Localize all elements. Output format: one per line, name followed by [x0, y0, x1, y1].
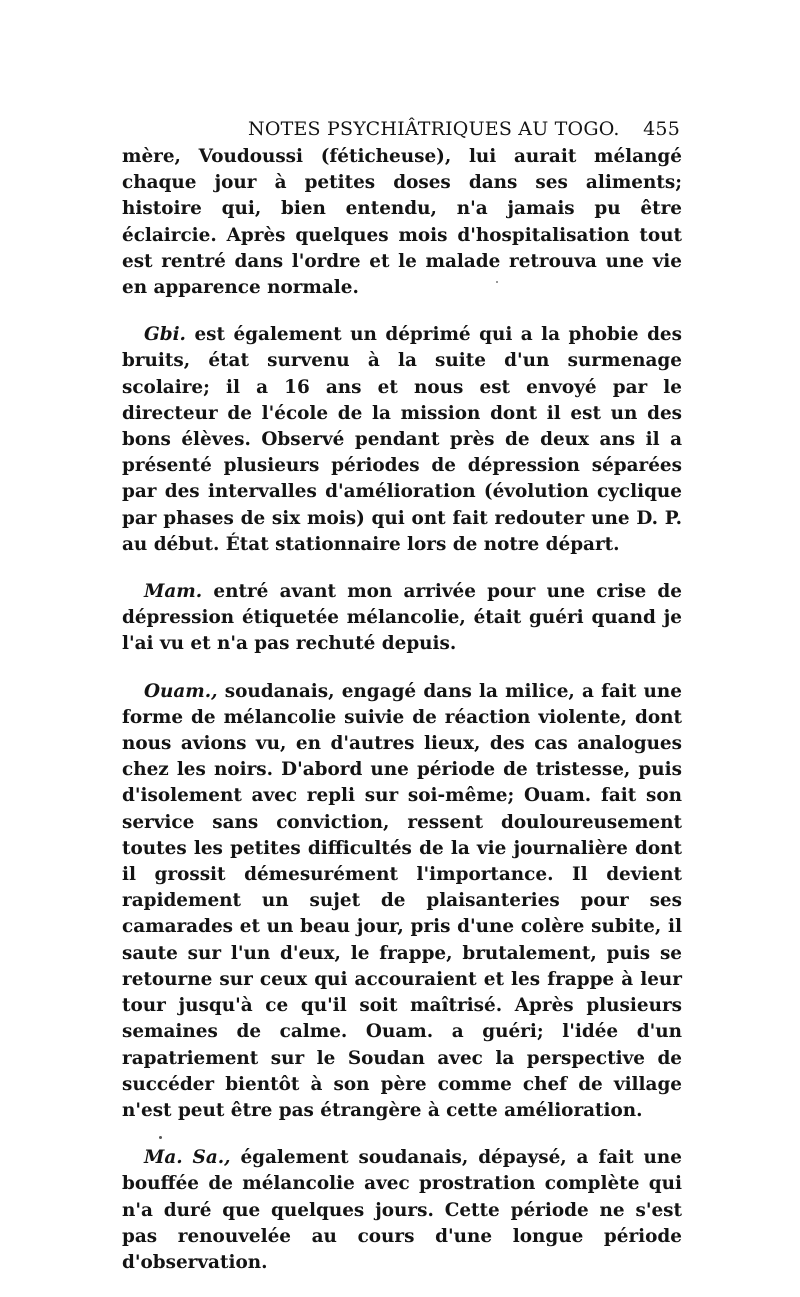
patient-name: Gbi. — [144, 324, 186, 346]
patient-name: Ouam., — [144, 680, 218, 702]
running-title: NOTES PSYCHIÂTRIQUES AU TOGO. — [248, 118, 620, 140]
document-page — [122, 114, 682, 1297]
print-speck — [159, 1136, 162, 1139]
page-number: 455 — [643, 118, 680, 140]
running-head — [122, 114, 682, 144]
paragraph-text: également soudanais, dépaysé, a fait une bouffée de mélancolie avec prostration complète qui n'a duré que quelques jours. Cette période ne s'est pas renouvelée au cours d'une longue période d'observation. — [122, 1147, 682, 1273]
paragraph-text: soudanais, engagé dans la milice, a fait une forme de mélancolie suivie de réaction violente, dont nous avions vu, en d'autres lieux, des cas analogues chez les noirs. D'abord une période de tristesse, puis d'isolement avec repli sur soi-même; Ouam. fait son service sans conviction, ressent douloureusement toutes les petites difficultés de la vie journalière dont il grossit démesurément l'importance. Il devient rapidement un sujet de plaisanteries pour ses camarades et un beau jour, pris d'une colère subite, il saute sur l'un d'eux, le frappe, brutalement, puis se retourne sur ceux qui accouraient et les frappe à leur tour jusqu'à ce qu'il soit maîtrisé. Après plusieurs semaines de calme. Ouam. a guéri; l'idée d'un rapatriement sur le Soudan avec la perspective de succéder bientôt à son père comme chef de village n'est peut être pas étrangère à cette amélioration. — [122, 680, 682, 1121]
paragraph-text: est également un déprimé qui a la phobie des bruits, état survenu à la suite d'un surmenage scolaire; il a 16 ans et nous est envoyé par le directeur de l'école de la mission dont il est un des bons élèves. Observé pendant près de deux ans il a présenté plusieurs périodes de dépression séparées par des intervalles d'amélioration (évolution cyclique par phases de six mois) qui ont fait redouter une D. P. au début. État stationnaire lors de notre départ. — [122, 324, 682, 555]
patient-name: Mam. — [144, 581, 203, 603]
paragraph-ma-sa — [122, 1145, 682, 1276]
paragraph-text: entré avant mon arrivée pour une crise de dépression étiquetée mélancolie, était guéri quand je l'ai vu et n'a pas rechuté depuis. — [122, 581, 682, 655]
paragraph-ouam — [122, 679, 682, 1124]
patient-name: Ma. Sa., — [144, 1147, 231, 1169]
paragraph-gbi — [122, 322, 682, 558]
paragraph-text: mère, Voudoussi (féticheuse), lui aurait mélangé chaque jour à petites doses dans ses aliments; histoire qui, bien entendu, n'a jamais pu être éclaircie. Après quelques mois d'hospitalisation tout est rentré dans l'ordre et le malade retrouva une vie en apparence normale. — [122, 146, 682, 299]
paragraph-mam — [122, 579, 682, 658]
print-speck — [496, 281, 498, 283]
paragraph-1 — [122, 144, 682, 301]
